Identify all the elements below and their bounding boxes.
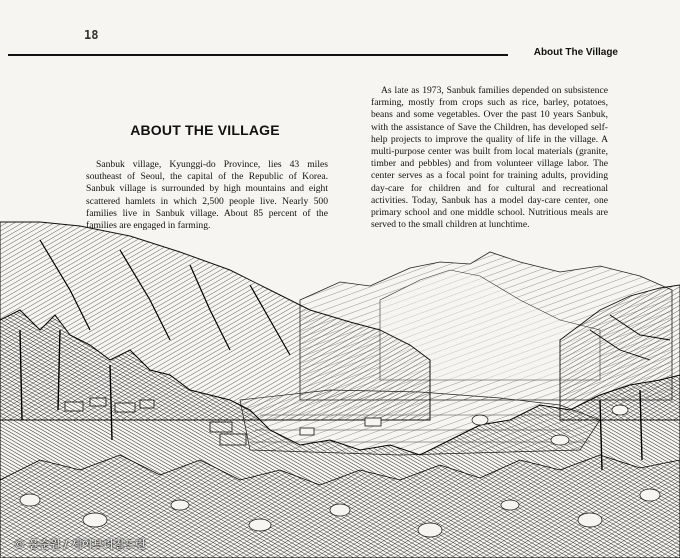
running-head: About The Village bbox=[533, 47, 618, 58]
copyright-watermark: © 윤순원 / 세이브더칠드런 bbox=[14, 538, 146, 551]
article-right-column: As late as 1973, Sanbuk families depended on subsistence farming, mostly from crops such as rice, barley, potatoes, beans and some vegetables. Over the past 10 years Sanbuk, with the assistance of Save the Children, has developed self-help projects to improve the quality of life in the village. A multi-purpose center was built from local materials (granite, timber and pebbles) and from volunteer village labor. The center serves as a focal point for training adults, providing day-care for children and for cultural and recreational activities. Today, Sanbuk has a model day-care center, one primary school and one middle school. Nutritious meals are served to the small children at lunchtime. bbox=[371, 85, 608, 231]
page-number: 18 bbox=[84, 28, 99, 42]
article-title: ABOUT THE VILLAGE bbox=[130, 122, 280, 138]
article-left-column: Sanbuk village, Kyunggi-do Province, lies 43 miles southeast of Seoul, the capital of the Republic of Korea. Sanbuk village is surrounded by high mountains and eight scattered hamlets in which 2,500 people live. Nearly 500 families live in Sanbuk village. About 85 percent of the families are engaged in farming. bbox=[86, 159, 328, 232]
